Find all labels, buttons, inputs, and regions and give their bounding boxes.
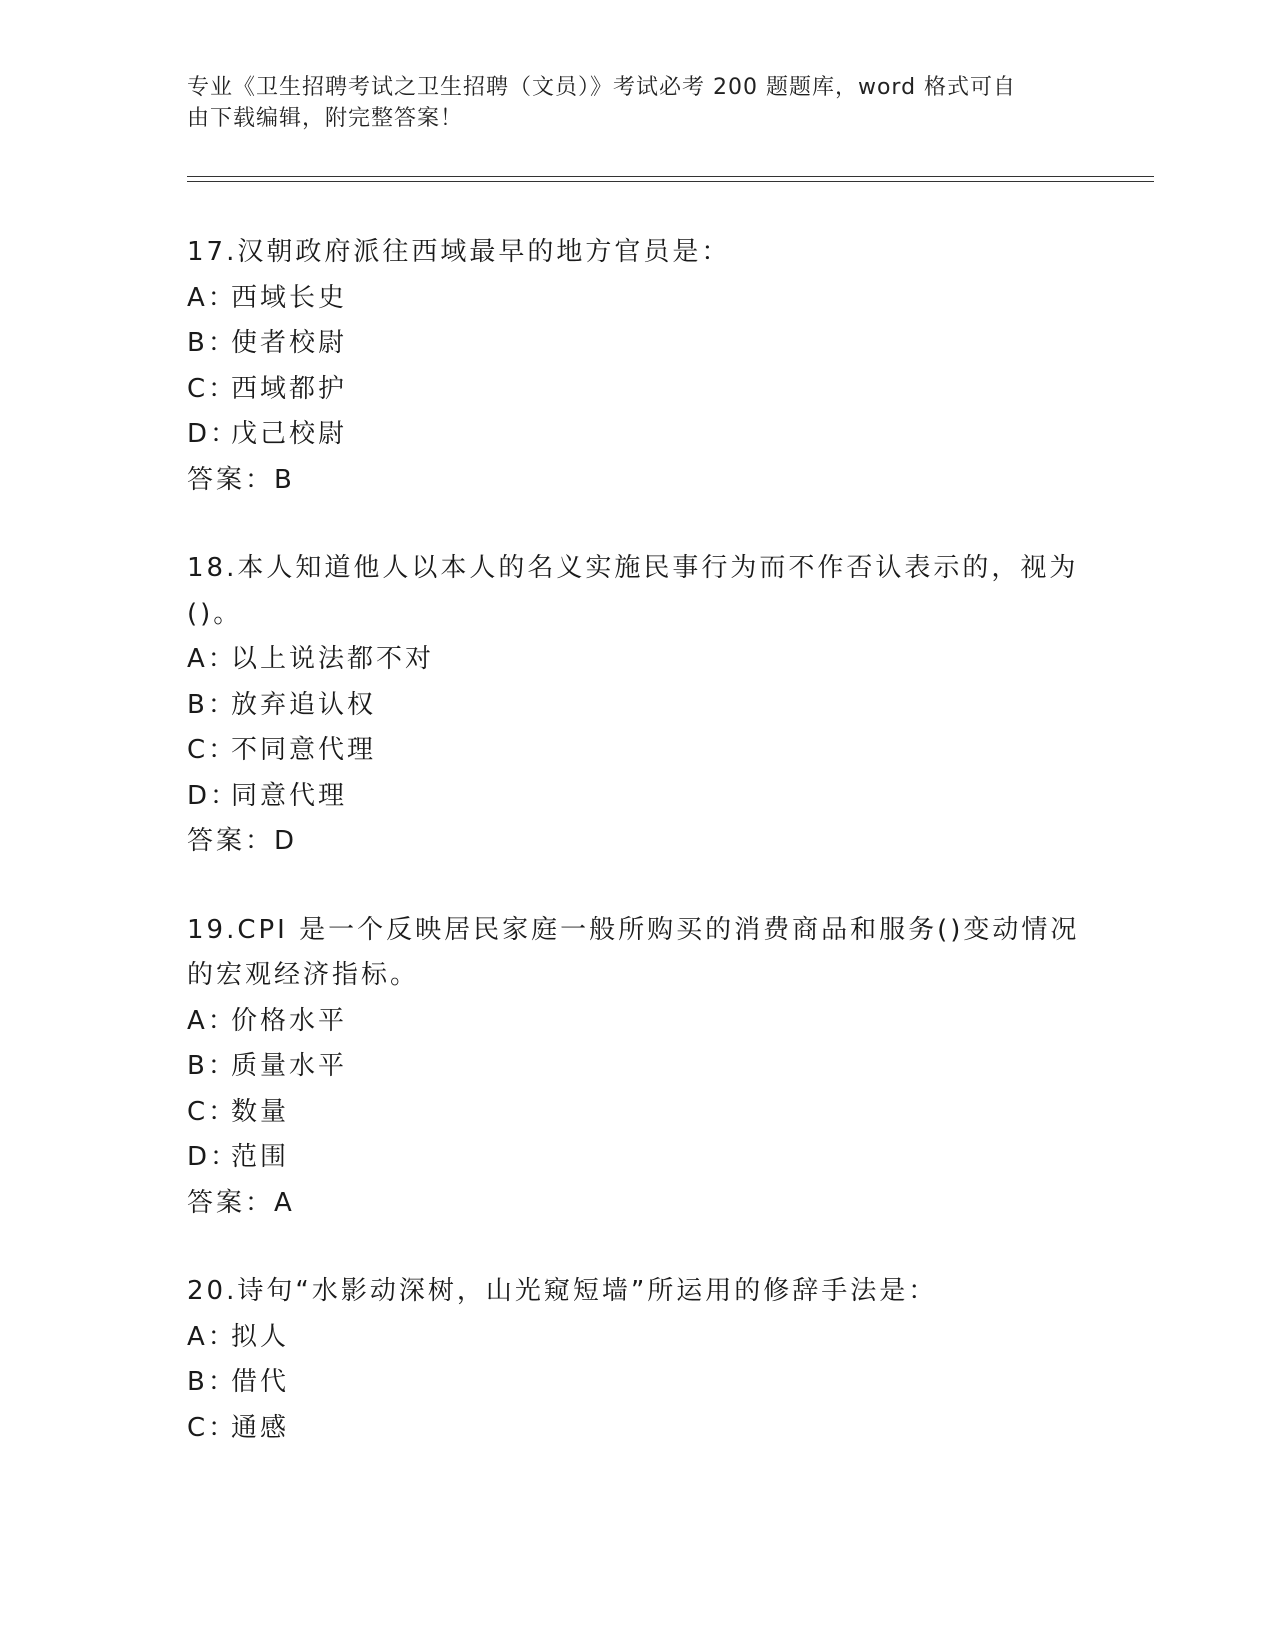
option-text: 借代 [231, 1367, 290, 1397]
option-label: D： [187, 1142, 240, 1172]
answer-option [187, 321, 1087, 367]
answer-option [187, 367, 1087, 413]
option-text: 价格水平 [231, 1005, 348, 1036]
option-text: 不同意代理 [231, 735, 377, 765]
answer-key: 答案：B [187, 464, 295, 495]
option-text: 数量 [231, 1096, 290, 1127]
question-stem: 17.汉朝政府派往西域最早的地方官员是： [187, 237, 731, 267]
answer-option [187, 637, 1087, 683]
question-stem: 18.本人知道他人以本人的名义实施民事行为而不作否认表示的，视为 [187, 553, 1079, 583]
option-label: A： [187, 644, 237, 674]
answer-option [187, 276, 1087, 322]
question-block [187, 1269, 1087, 1451]
option-text: 拟人 [231, 1321, 290, 1352]
option-label: A： [187, 1321, 237, 1352]
question-stem: 20.诗句“水影动深树，山光窥短墙”所运用的修辞手法是： [187, 1276, 938, 1306]
answer-option [187, 683, 1087, 729]
question-block [187, 908, 1087, 1227]
question-stem: 19.CPI 是一个反映居民家庭一般所购买的消费商品和服务()变动情况 [187, 914, 1080, 945]
option-text: 同意代理 [231, 780, 348, 811]
option-label: B： [187, 1367, 237, 1397]
option-label: B： [187, 328, 237, 358]
option-label: A： [187, 282, 237, 313]
option-label: C： [187, 1412, 238, 1443]
question-list [187, 230, 1087, 1494]
answer-key: 答案：A [187, 1187, 295, 1218]
option-label: C： [187, 373, 238, 404]
option-text: 范围 [231, 1142, 290, 1172]
header-divider-bottom [187, 181, 1154, 182]
question-block [187, 230, 1087, 503]
header-line-2: 由下载编辑，附完整答案！ [187, 106, 464, 131]
option-label: D： [187, 419, 240, 449]
option-text: 西域长史 [231, 282, 348, 313]
question-block [187, 546, 1087, 865]
answer-option [187, 1090, 1087, 1136]
option-text: 通感 [231, 1412, 290, 1443]
option-label: C： [187, 1096, 238, 1127]
question-stem: ()。 [187, 598, 243, 629]
question-stem: 的宏观经济指标。 [187, 960, 420, 990]
option-text: 以上说法都不对 [231, 644, 435, 674]
option-text: 放弃追认权 [231, 689, 377, 720]
answer-option [187, 1315, 1087, 1361]
answer-option [187, 1135, 1087, 1181]
answer-option [187, 1406, 1087, 1452]
document-header [187, 72, 1067, 134]
answer-key: 答案：D [187, 826, 298, 856]
option-label: C： [187, 735, 238, 765]
answer-option [187, 999, 1087, 1045]
answer-option [187, 1044, 1087, 1090]
answer-option [187, 1360, 1087, 1406]
header-divider-top [187, 176, 1154, 177]
option-label: B： [187, 1051, 237, 1081]
option-text: 质量水平 [231, 1051, 348, 1081]
option-label: A： [187, 1005, 237, 1036]
answer-option [187, 774, 1087, 820]
header-line-1: 专业《卫生招聘考试之卫生招聘（文员）》考试必考 200 题题库，word 格式可自 [187, 75, 1017, 100]
answer-option [187, 728, 1087, 774]
option-text: 西域都护 [231, 373, 348, 404]
option-label: D： [187, 780, 240, 811]
option-text: 戊己校尉 [231, 419, 348, 449]
option-text: 使者校尉 [231, 328, 348, 358]
answer-option [187, 412, 1087, 458]
option-label: B： [187, 689, 237, 720]
